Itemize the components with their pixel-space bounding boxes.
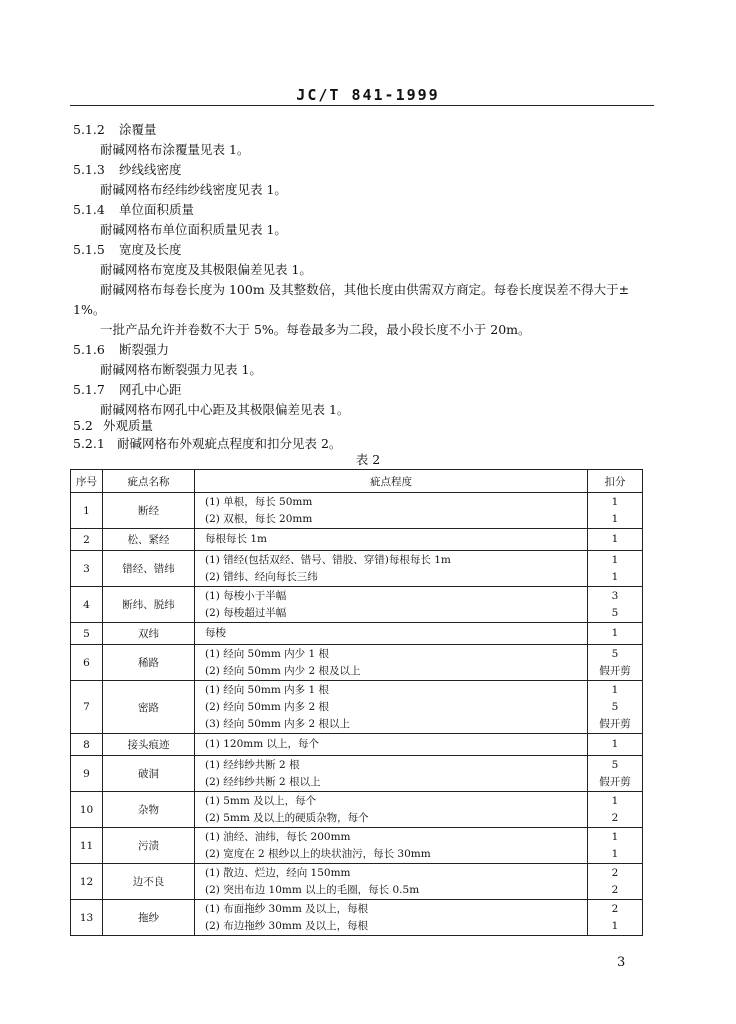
section-title: 涂覆量	[119, 122, 157, 137]
degree-item: (2) 错纬、经向每长三纬	[205, 570, 318, 583]
cell-degree	[195, 734, 588, 756]
section-heading	[73, 162, 182, 178]
cell-defect-name: 松、紧经	[103, 529, 195, 551]
cell-points	[588, 493, 643, 529]
cell-no: 6	[71, 645, 103, 681]
degree-item: (2) 每梭超过半幅	[205, 606, 287, 619]
table-row	[71, 792, 643, 828]
section-number: 5.1.5	[73, 242, 105, 257]
table-body	[71, 493, 643, 936]
cell-no: 8	[71, 734, 103, 756]
degree-item: (1) 每梭小于半幅	[205, 589, 287, 602]
paragraph-line: 耐碱网格布每卷长度为 100m 及其整数倍，其他长度由供需双方商定。每卷长度误差不得大于±	[100, 282, 630, 297]
table-row	[71, 587, 643, 623]
table-caption: 表 2	[355, 452, 381, 467]
cell-defect-name: 稀路	[103, 645, 195, 681]
points-value: 1	[611, 830, 619, 843]
points-value: 5	[611, 758, 619, 771]
points-value: 3	[611, 589, 619, 602]
cell-no: 4	[71, 587, 103, 623]
degree-item: (1) 120mm 以上，每个	[205, 738, 320, 750]
paragraph-line: 1%。	[73, 302, 106, 317]
section-body: 耐碱网格布涂覆量见表 1。	[100, 142, 250, 157]
cell-no: 9	[71, 756, 103, 792]
cell-no: 2	[71, 529, 103, 551]
cell-degree	[195, 792, 588, 828]
section-number: 5.2.1	[73, 436, 105, 451]
cell-no: 13	[71, 900, 103, 936]
section-number: 5.1.6	[73, 342, 105, 357]
cell-defect-name: 拖纱	[103, 900, 195, 936]
degree-item: (2) 突出布边 10mm 以上的毛圈，每长 0.5m	[205, 883, 420, 896]
degree-item: (2) 经向 50mm 内多 2 根	[205, 700, 330, 713]
defect-table	[70, 469, 643, 936]
points-value: 1	[611, 495, 619, 508]
degree-item: 每根每长 1m	[205, 533, 267, 545]
table-row	[71, 681, 643, 734]
table-row	[71, 645, 643, 681]
cell-degree	[195, 681, 588, 734]
points-value: 5	[611, 647, 619, 660]
points-value: 1	[611, 627, 619, 639]
degree-item: (2) 经纬纱共断 2 根以上	[205, 775, 321, 788]
table-row	[71, 900, 643, 936]
cell-defect-name: 边不良	[103, 864, 195, 900]
paragraph-line: 一批产品允许并卷数不大于 5%。每卷最多为二段，最小段长度不小于 20m。	[100, 322, 531, 337]
section-body: 耐碱网格布网孔中心距及其极限偏差见表 1。	[100, 402, 350, 417]
cell-defect-name: 断经	[103, 493, 195, 529]
table-row	[71, 828, 643, 864]
cell-points	[588, 529, 643, 551]
cell-degree	[195, 587, 588, 623]
cell-points	[588, 587, 643, 623]
standard-code-header: JC/T 841-1999	[296, 86, 440, 104]
section-title: 宽度及长度	[119, 242, 182, 257]
section-heading	[73, 382, 182, 398]
points-value: 假开剪	[599, 664, 631, 677]
section-body: 耐碱网格布宽度及其极限偏差见表 1。	[100, 262, 312, 277]
table-row	[71, 551, 643, 587]
section-heading	[73, 418, 153, 434]
section-text: 耐碱网格布外观疵点程度和扣分见表 2。	[117, 436, 342, 451]
degree-item: 每梭	[205, 627, 226, 639]
degree-item: (1) 散边、烂边，经向 150mm	[205, 866, 351, 879]
cell-degree	[195, 529, 588, 551]
section-title: 网孔中心距	[119, 382, 182, 397]
degree-item: (1) 错经(包括双经、错号、错股、穿错)每根每长 1m	[205, 553, 451, 566]
points-value: 1	[611, 570, 619, 583]
cell-degree	[195, 756, 588, 792]
section-number: 5.1.7	[73, 382, 105, 397]
section-number: 5.1.2	[73, 122, 105, 137]
points-value: 2	[611, 902, 619, 915]
cell-points	[588, 681, 643, 734]
table-header-row	[71, 470, 643, 493]
degree-item: (1) 单根，每长 50mm	[205, 495, 313, 508]
section-body: 耐碱网格布单位面积质量见表 1。	[100, 222, 287, 237]
section-number: 5.1.3	[73, 162, 105, 177]
degree-item: (2) 宽度在 2 根纱以上的块状油污，每长 30mm	[205, 847, 431, 860]
cell-degree	[195, 828, 588, 864]
cell-points	[588, 645, 643, 681]
cell-no: 11	[71, 828, 103, 864]
header-no: 序号	[71, 470, 103, 493]
cell-defect-name: 破洞	[103, 756, 195, 792]
cell-no: 3	[71, 551, 103, 587]
points-value: 2	[611, 811, 619, 824]
points-value: 2	[611, 883, 619, 896]
degree-item: (2) 5mm 及以上的硬质杂物，每个	[205, 811, 369, 824]
header-points: 扣分	[588, 470, 643, 493]
section-heading	[73, 202, 194, 218]
points-value: 假开剪	[599, 717, 631, 730]
points-value: 1	[611, 553, 619, 566]
section-title: 断裂强力	[119, 342, 170, 357]
section-body: 耐碱网格布经纬纱线密度见表 1。	[100, 182, 287, 197]
points-value: 1	[611, 847, 619, 860]
points-value: 1	[611, 533, 619, 545]
cell-no: 1	[71, 493, 103, 529]
cell-points	[588, 864, 643, 900]
cell-defect-name: 双纬	[103, 623, 195, 645]
section-title: 纱线线密度	[119, 162, 182, 177]
table-row	[71, 864, 643, 900]
cell-degree	[195, 493, 588, 529]
degree-item: (1) 5mm 及以上，每个	[205, 794, 317, 807]
section-heading	[73, 242, 182, 258]
header-degree: 疵点程度	[195, 470, 588, 493]
cell-points	[588, 900, 643, 936]
cell-degree	[195, 864, 588, 900]
cell-defect-name: 污渍	[103, 828, 195, 864]
section-title: 单位面积质量	[119, 202, 195, 217]
cell-points	[588, 551, 643, 587]
points-value: 1	[611, 512, 619, 525]
points-value: 2	[611, 866, 619, 879]
cell-no: 10	[71, 792, 103, 828]
page-number: 3	[617, 955, 626, 970]
cell-no: 5	[71, 623, 103, 645]
cell-points	[588, 792, 643, 828]
section-body: 耐碱网格布断裂强力见表 1。	[100, 362, 262, 377]
points-value: 1	[611, 738, 619, 750]
points-value: 1	[611, 919, 619, 932]
table-row	[71, 493, 643, 529]
degree-item: (3) 经向 50mm 内多 2 根以上	[205, 717, 351, 730]
cell-defect-name: 杂物	[103, 792, 195, 828]
cell-defect-name: 接头痕迹	[103, 734, 195, 756]
degree-item: (1) 经向 50mm 内多 1 根	[205, 683, 330, 696]
points-value: 1	[611, 683, 619, 696]
degree-item: (1) 布面拖纱 30mm 及以上，每根	[205, 902, 369, 915]
points-value: 假开剪	[599, 775, 631, 788]
table-row	[71, 529, 643, 551]
degree-item: (2) 双根，每长 20mm	[205, 512, 313, 525]
cell-points	[588, 828, 643, 864]
degree-item: (1) 油经、油纬，每长 200mm	[205, 830, 351, 843]
cell-defect-name: 密路	[103, 681, 195, 734]
cell-defect-name: 断纬、脱纬	[103, 587, 195, 623]
section-heading	[73, 342, 169, 358]
section-title: 外观质量	[103, 418, 154, 433]
cell-degree	[195, 623, 588, 645]
points-value: 5	[611, 606, 619, 619]
table-row	[71, 623, 643, 645]
cell-points	[588, 734, 643, 756]
degree-item: (1) 经向 50mm 内少 1 根	[205, 647, 330, 660]
points-value: 5	[611, 700, 619, 713]
cell-points	[588, 756, 643, 792]
cell-no: 12	[71, 864, 103, 900]
cell-degree	[195, 551, 588, 587]
cell-degree	[195, 900, 588, 936]
cell-no: 7	[71, 681, 103, 734]
cell-defect-name: 错经、错纬	[103, 551, 195, 587]
cell-degree	[195, 645, 588, 681]
header-rule	[70, 105, 654, 106]
table-row	[71, 756, 643, 792]
section-number: 5.2	[73, 418, 93, 433]
header-name: 疵点名称	[103, 470, 195, 493]
points-value: 1	[611, 794, 619, 807]
degree-item: (1) 经纬纱共断 2 根	[205, 758, 300, 771]
cell-points	[588, 623, 643, 645]
table-row	[71, 734, 643, 756]
degree-item: (2) 布边拖纱 30mm 及以上，每根	[205, 919, 369, 932]
degree-item: (2) 经向 50mm 内少 2 根及以上	[205, 664, 361, 677]
section-number: 5.1.4	[73, 202, 105, 217]
section-heading	[73, 122, 157, 138]
